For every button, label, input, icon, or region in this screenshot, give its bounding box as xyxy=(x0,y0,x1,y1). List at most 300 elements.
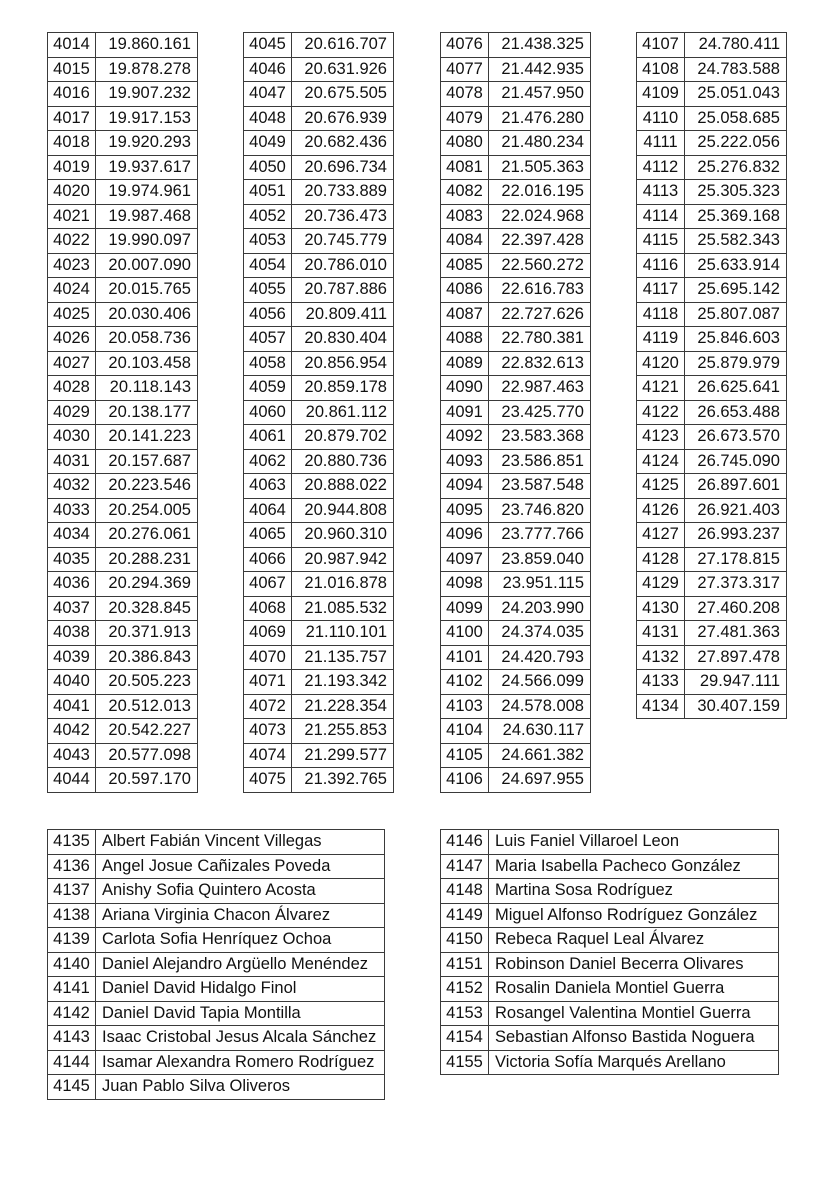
table-row xyxy=(48,596,198,621)
row-number: 4134 xyxy=(637,694,685,719)
row-number: 4106 xyxy=(441,768,489,793)
row-number: 4033 xyxy=(48,498,96,523)
table-row xyxy=(244,351,394,376)
id-number: 21.085.532 xyxy=(292,596,394,621)
table-row xyxy=(637,547,787,572)
id-number: 21.392.765 xyxy=(292,768,394,793)
name-table-2 xyxy=(440,829,779,1075)
table-row xyxy=(48,449,198,474)
student-name: Rosangel Valentina Montiel Guerra xyxy=(489,1001,779,1026)
id-number: 25.058.685 xyxy=(685,106,787,131)
table-row xyxy=(637,425,787,450)
table-row xyxy=(244,106,394,131)
row-number: 4131 xyxy=(637,621,685,646)
table-row xyxy=(637,694,787,719)
id-number: 20.007.090 xyxy=(96,253,198,278)
id-number: 20.386.843 xyxy=(96,645,198,670)
id-number: 20.328.845 xyxy=(96,596,198,621)
id-number: 25.305.323 xyxy=(685,180,787,205)
id-number: 27.373.317 xyxy=(685,572,787,597)
table-row xyxy=(244,449,394,474)
row-number: 4105 xyxy=(441,743,489,768)
id-number: 22.560.272 xyxy=(489,253,591,278)
row-number: 4071 xyxy=(244,670,292,695)
id-number: 25.222.056 xyxy=(685,131,787,156)
table-row xyxy=(637,180,787,205)
table-row xyxy=(441,131,591,156)
row-number: 4032 xyxy=(48,474,96,499)
id-number: 20.696.734 xyxy=(292,155,394,180)
table-row xyxy=(441,204,591,229)
table-row xyxy=(441,952,779,977)
row-number: 4102 xyxy=(441,670,489,695)
table-row xyxy=(441,449,591,474)
row-number: 4123 xyxy=(637,425,685,450)
id-number: 20.888.022 xyxy=(292,474,394,499)
table-row xyxy=(441,1001,779,1026)
table-row xyxy=(48,952,385,977)
row-number: 4066 xyxy=(244,547,292,572)
row-number: 4040 xyxy=(48,670,96,695)
row-number: 4141 xyxy=(48,977,96,1002)
row-number: 4091 xyxy=(441,400,489,425)
row-number: 4022 xyxy=(48,229,96,254)
row-number: 4075 xyxy=(244,768,292,793)
row-number: 4023 xyxy=(48,253,96,278)
row-number: 4042 xyxy=(48,719,96,744)
row-number: 4039 xyxy=(48,645,96,670)
table-row xyxy=(637,106,787,131)
table-row xyxy=(441,743,591,768)
row-number: 4072 xyxy=(244,694,292,719)
table-row xyxy=(48,879,385,904)
table-row xyxy=(48,278,198,303)
row-number: 4015 xyxy=(48,57,96,82)
id-number: 22.780.381 xyxy=(489,327,591,352)
row-number: 4143 xyxy=(48,1026,96,1051)
table-row xyxy=(48,977,385,1002)
id-number: 27.481.363 xyxy=(685,621,787,646)
number-table-4 xyxy=(636,32,787,719)
table-row xyxy=(244,376,394,401)
table-row xyxy=(48,768,198,793)
table-row xyxy=(244,82,394,107)
table-row xyxy=(48,425,198,450)
row-number: 4101 xyxy=(441,645,489,670)
row-number: 4081 xyxy=(441,155,489,180)
row-number: 4140 xyxy=(48,952,96,977)
number-table-3 xyxy=(440,32,591,793)
number-table-2 xyxy=(243,32,394,793)
id-number: 20.879.702 xyxy=(292,425,394,450)
table-row xyxy=(441,155,591,180)
row-number: 4099 xyxy=(441,596,489,621)
id-number: 24.661.382 xyxy=(489,743,591,768)
table-row xyxy=(637,449,787,474)
table-row xyxy=(244,57,394,82)
table-row xyxy=(244,33,394,58)
table-row xyxy=(441,376,591,401)
row-number: 4076 xyxy=(441,33,489,58)
row-number: 4155 xyxy=(441,1050,489,1075)
student-name: Rosalin Daniela Montiel Guerra xyxy=(489,977,779,1002)
id-number: 25.879.979 xyxy=(685,351,787,376)
table-row xyxy=(441,523,591,548)
student-name: Isamar Alexandra Romero Rodríguez xyxy=(96,1050,385,1075)
id-number: 21.016.878 xyxy=(292,572,394,597)
table-row xyxy=(48,670,198,695)
student-name: Rebeca Raquel Leal Álvarez xyxy=(489,928,779,953)
table-row xyxy=(244,327,394,352)
id-number: 22.016.195 xyxy=(489,180,591,205)
id-number: 19.907.232 xyxy=(96,82,198,107)
table-row xyxy=(244,719,394,744)
row-number: 4079 xyxy=(441,106,489,131)
row-number: 4128 xyxy=(637,547,685,572)
id-number: 22.987.463 xyxy=(489,376,591,401)
table-row xyxy=(48,621,198,646)
table-row xyxy=(244,131,394,156)
id-number: 20.616.707 xyxy=(292,33,394,58)
id-number: 19.987.468 xyxy=(96,204,198,229)
table-row xyxy=(48,474,198,499)
row-number: 4142 xyxy=(48,1001,96,1026)
id-number: 19.920.293 xyxy=(96,131,198,156)
table-row xyxy=(637,400,787,425)
student-name: Daniel David Hidalgo Finol xyxy=(96,977,385,1002)
id-number: 20.030.406 xyxy=(96,302,198,327)
table-row xyxy=(48,928,385,953)
table-row xyxy=(244,229,394,254)
row-number: 4087 xyxy=(441,302,489,327)
table-row xyxy=(441,302,591,327)
row-number: 4083 xyxy=(441,204,489,229)
id-number: 20.736.473 xyxy=(292,204,394,229)
table-row xyxy=(48,830,385,855)
table-row xyxy=(48,547,198,572)
row-number: 4133 xyxy=(637,670,685,695)
table-row xyxy=(48,719,198,744)
table-row xyxy=(441,830,779,855)
table-row xyxy=(48,351,198,376)
table-row xyxy=(48,180,198,205)
table-row xyxy=(441,106,591,131)
id-number: 20.856.954 xyxy=(292,351,394,376)
row-number: 4058 xyxy=(244,351,292,376)
table-row xyxy=(48,1075,385,1100)
table-row xyxy=(441,425,591,450)
table-body xyxy=(48,33,198,793)
id-number: 20.944.808 xyxy=(292,498,394,523)
row-number: 4037 xyxy=(48,596,96,621)
table-row xyxy=(244,155,394,180)
row-number: 4052 xyxy=(244,204,292,229)
id-number: 20.786.010 xyxy=(292,253,394,278)
table-row xyxy=(441,768,591,793)
student-name: Carlota Sofia Henríquez Ochoa xyxy=(96,928,385,953)
id-number: 19.990.097 xyxy=(96,229,198,254)
table-row xyxy=(637,302,787,327)
row-number: 4149 xyxy=(441,903,489,928)
table-row xyxy=(48,854,385,879)
id-number: 20.505.223 xyxy=(96,670,198,695)
id-number: 22.727.626 xyxy=(489,302,591,327)
table-row xyxy=(441,400,591,425)
student-name: Albert Fabián Vincent Villegas xyxy=(96,830,385,855)
table-row xyxy=(244,498,394,523)
id-number: 25.846.603 xyxy=(685,327,787,352)
id-number: 24.630.117 xyxy=(489,719,591,744)
id-number: 25.051.043 xyxy=(685,82,787,107)
row-number: 4080 xyxy=(441,131,489,156)
number-table-1 xyxy=(47,32,198,793)
table-row xyxy=(441,180,591,205)
table-row xyxy=(48,33,198,58)
id-number: 21.505.363 xyxy=(489,155,591,180)
table-row xyxy=(637,498,787,523)
id-number: 23.583.368 xyxy=(489,425,591,450)
id-number: 20.809.411 xyxy=(292,302,394,327)
row-number: 4094 xyxy=(441,474,489,499)
row-number: 4048 xyxy=(244,106,292,131)
table-row xyxy=(48,645,198,670)
id-number: 20.118.143 xyxy=(96,376,198,401)
id-number: 20.288.231 xyxy=(96,547,198,572)
table-row xyxy=(48,253,198,278)
table-row xyxy=(441,1026,779,1051)
row-number: 4061 xyxy=(244,425,292,450)
row-number: 4077 xyxy=(441,57,489,82)
row-number: 4113 xyxy=(637,180,685,205)
table-row xyxy=(48,229,198,254)
id-number: 20.960.310 xyxy=(292,523,394,548)
table-row xyxy=(637,596,787,621)
row-number: 4148 xyxy=(441,879,489,904)
id-number: 27.178.815 xyxy=(685,547,787,572)
row-number: 4019 xyxy=(48,155,96,180)
id-number: 19.974.961 xyxy=(96,180,198,205)
row-number: 4070 xyxy=(244,645,292,670)
row-number: 4119 xyxy=(637,327,685,352)
row-number: 4116 xyxy=(637,253,685,278)
table-row xyxy=(637,131,787,156)
table-row xyxy=(441,596,591,621)
row-number: 4067 xyxy=(244,572,292,597)
table-row xyxy=(441,327,591,352)
id-number: 20.223.546 xyxy=(96,474,198,499)
row-number: 4112 xyxy=(637,155,685,180)
row-number: 4069 xyxy=(244,621,292,646)
student-name: Miguel Alfonso Rodríguez González xyxy=(489,903,779,928)
id-number: 22.397.428 xyxy=(489,229,591,254)
id-number: 24.420.793 xyxy=(489,645,591,670)
row-number: 4103 xyxy=(441,694,489,719)
table-row xyxy=(244,768,394,793)
row-number: 4144 xyxy=(48,1050,96,1075)
row-number: 4059 xyxy=(244,376,292,401)
table-row xyxy=(637,33,787,58)
row-number: 4135 xyxy=(48,830,96,855)
table-row xyxy=(637,621,787,646)
table-row xyxy=(244,302,394,327)
id-number: 19.937.617 xyxy=(96,155,198,180)
row-number: 4126 xyxy=(637,498,685,523)
student-name: Daniel Alejandro Argüello Menéndez xyxy=(96,952,385,977)
table-row xyxy=(637,572,787,597)
id-number: 25.633.914 xyxy=(685,253,787,278)
table-row xyxy=(637,670,787,695)
id-number: 27.460.208 xyxy=(685,596,787,621)
row-number: 4017 xyxy=(48,106,96,131)
row-number: 4138 xyxy=(48,903,96,928)
row-number: 4137 xyxy=(48,879,96,904)
name-table-1 xyxy=(47,829,385,1100)
table-body xyxy=(244,33,394,793)
row-number: 4151 xyxy=(441,952,489,977)
id-number: 26.897.601 xyxy=(685,474,787,499)
id-number: 21.255.853 xyxy=(292,719,394,744)
table-row xyxy=(244,572,394,597)
row-number: 4016 xyxy=(48,82,96,107)
row-number: 4127 xyxy=(637,523,685,548)
id-number: 22.616.783 xyxy=(489,278,591,303)
table-row xyxy=(48,204,198,229)
id-number: 25.695.142 xyxy=(685,278,787,303)
id-number: 23.951.115 xyxy=(489,572,591,597)
row-number: 4136 xyxy=(48,854,96,879)
row-number: 4100 xyxy=(441,621,489,646)
table-row xyxy=(441,33,591,58)
row-number: 4045 xyxy=(244,33,292,58)
table-row xyxy=(637,523,787,548)
row-number: 4130 xyxy=(637,596,685,621)
id-number: 20.987.942 xyxy=(292,547,394,572)
student-name: Ariana Virginia Chacon Álvarez xyxy=(96,903,385,928)
row-number: 4082 xyxy=(441,180,489,205)
row-number: 4147 xyxy=(441,854,489,879)
row-number: 4035 xyxy=(48,547,96,572)
table-row xyxy=(637,327,787,352)
row-number: 4085 xyxy=(441,253,489,278)
id-number: 25.276.832 xyxy=(685,155,787,180)
row-number: 4086 xyxy=(441,278,489,303)
table-body xyxy=(637,33,787,719)
row-number: 4055 xyxy=(244,278,292,303)
id-number: 20.512.013 xyxy=(96,694,198,719)
row-number: 4084 xyxy=(441,229,489,254)
id-number: 23.777.766 xyxy=(489,523,591,548)
row-number: 4049 xyxy=(244,131,292,156)
id-number: 30.407.159 xyxy=(685,694,787,719)
id-number: 20.880.736 xyxy=(292,449,394,474)
row-number: 4065 xyxy=(244,523,292,548)
row-number: 4096 xyxy=(441,523,489,548)
table-row xyxy=(48,131,198,156)
row-number: 4154 xyxy=(441,1026,489,1051)
table-row xyxy=(48,400,198,425)
row-number: 4111 xyxy=(637,131,685,156)
table-row xyxy=(441,57,591,82)
table-row xyxy=(244,645,394,670)
id-number: 24.203.990 xyxy=(489,596,591,621)
id-number: 21.480.234 xyxy=(489,131,591,156)
table-row xyxy=(441,645,591,670)
id-number: 20.577.098 xyxy=(96,743,198,768)
table-row xyxy=(244,278,394,303)
row-number: 4107 xyxy=(637,33,685,58)
row-number: 4117 xyxy=(637,278,685,303)
id-number: 19.878.278 xyxy=(96,57,198,82)
row-number: 4056 xyxy=(244,302,292,327)
id-number: 26.745.090 xyxy=(685,449,787,474)
row-number: 4064 xyxy=(244,498,292,523)
table-row xyxy=(48,572,198,597)
student-name: Sebastian Alfonso Bastida Noguera xyxy=(489,1026,779,1051)
id-number: 20.371.913 xyxy=(96,621,198,646)
table-row xyxy=(48,327,198,352)
id-number: 26.993.237 xyxy=(685,523,787,548)
row-number: 4068 xyxy=(244,596,292,621)
row-number: 4073 xyxy=(244,719,292,744)
row-number: 4125 xyxy=(637,474,685,499)
id-number: 20.058.736 xyxy=(96,327,198,352)
row-number: 4092 xyxy=(441,425,489,450)
table-row xyxy=(244,474,394,499)
id-number: 20.733.889 xyxy=(292,180,394,205)
id-number: 19.860.161 xyxy=(96,33,198,58)
row-number: 4043 xyxy=(48,743,96,768)
table-row xyxy=(48,498,198,523)
id-number: 21.457.950 xyxy=(489,82,591,107)
id-number: 20.745.779 xyxy=(292,229,394,254)
row-number: 4124 xyxy=(637,449,685,474)
id-number: 24.697.955 xyxy=(489,768,591,793)
id-number: 24.566.099 xyxy=(489,670,591,695)
student-name: Isaac Cristobal Jesus Alcala Sánchez xyxy=(96,1026,385,1051)
row-number: 4051 xyxy=(244,180,292,205)
id-number: 23.586.851 xyxy=(489,449,591,474)
table-row xyxy=(441,253,591,278)
row-number: 4063 xyxy=(244,474,292,499)
table-row xyxy=(244,400,394,425)
row-number: 4114 xyxy=(637,204,685,229)
row-number: 4053 xyxy=(244,229,292,254)
row-number: 4139 xyxy=(48,928,96,953)
id-number: 22.832.613 xyxy=(489,351,591,376)
student-name: Daniel David Tapia Montilla xyxy=(96,1001,385,1026)
id-number: 21.110.101 xyxy=(292,621,394,646)
row-number: 4024 xyxy=(48,278,96,303)
row-number: 4028 xyxy=(48,376,96,401)
row-number: 4062 xyxy=(244,449,292,474)
table-row xyxy=(637,57,787,82)
student-name: Angel Josue Cañizales Poveda xyxy=(96,854,385,879)
row-number: 4026 xyxy=(48,327,96,352)
table-row xyxy=(48,694,198,719)
table-row xyxy=(441,351,591,376)
row-number: 4036 xyxy=(48,572,96,597)
id-number: 20.138.177 xyxy=(96,400,198,425)
id-number: 20.157.687 xyxy=(96,449,198,474)
id-number: 20.676.939 xyxy=(292,106,394,131)
id-number: 23.425.770 xyxy=(489,400,591,425)
table-row xyxy=(48,1001,385,1026)
id-number: 25.369.168 xyxy=(685,204,787,229)
row-number: 4095 xyxy=(441,498,489,523)
student-name: Martina Sosa Rodríguez xyxy=(489,879,779,904)
id-number: 26.653.488 xyxy=(685,400,787,425)
id-number: 20.597.170 xyxy=(96,768,198,793)
